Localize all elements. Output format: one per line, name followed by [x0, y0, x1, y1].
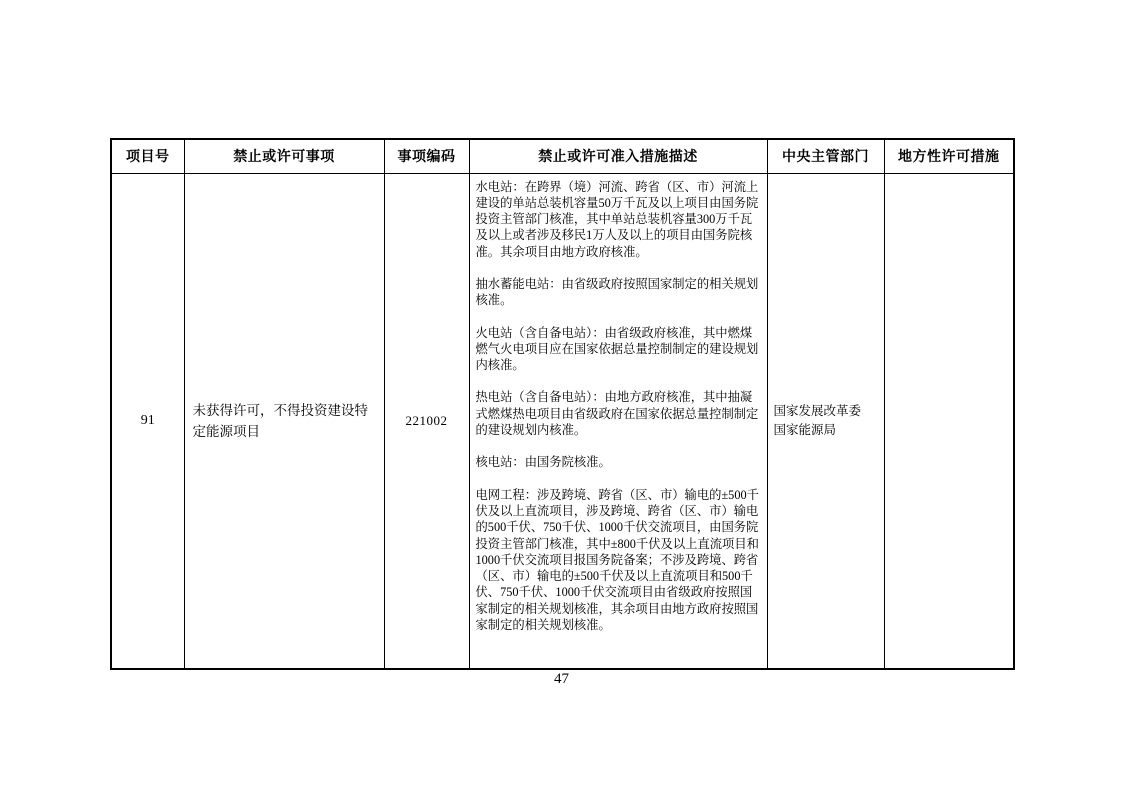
cell-matter: 未获得许可，不得投资建设特定能源项目 [184, 173, 384, 669]
measure-paragraph-thermal-power: 火电站（含自备电站）：由省级政府核准，其中燃煤燃气火电项目应在国家依据总量控制制定的建设规划内核准。 [475, 325, 759, 373]
measure-paragraph-hydropower: 水电站：在跨界（境）河流、跨省（区、市）河流上建设的单站总装机容量50万千瓦及以上项目由国务院投资主管部门核准，其中单站总装机容量300万千瓦及以上或者涉及移民1万人及以上的项目由国务院核准。其余项目由地方政府核准。 [475, 179, 759, 259]
measure-paragraph-grid-project: 电网工程：涉及跨境、跨省（区、市）输电的±500千伏及以上直流项目，涉及跨境、跨省（区、市）输电的500千伏、750千伏、1000千伏交流项目，由国务院投资主管部门核准，其中±800千伏及以上直流项目和1000千伏交流项目报国务院备案；不涉及跨境、跨省（区、市）输电的±500千伏及以上直流项目和500千伏、750千伏、1000千伏交流项目由省级政府按照国家制定的相关规划核准，其余项目由地方政府按照国家制定的相关规划核准。 [475, 487, 759, 633]
measure-paragraph-cogeneration: 热电站（含自备电站）：由地方政府核准，其中抽凝式燃煤热电项目由省级政府在国家依据总量控制制定的建设规划内核准。 [475, 390, 759, 438]
col-header-project-no: 项目号 [111, 139, 184, 173]
central-department-line-2: 国家能源局 [773, 422, 837, 437]
col-header-matter: 禁止或许可事项 [184, 139, 384, 173]
central-department-line-1: 国家发展改革委 [773, 403, 862, 418]
measure-paragraph-nuclear: 核电站：由国务院核准。 [475, 455, 611, 470]
col-header-central-department: 中央主管部门 [767, 139, 884, 173]
permit-table [110, 138, 1015, 670]
cell-local-measures [884, 173, 1014, 669]
cell-project-no: 91 [111, 173, 184, 669]
cell-code: 221002 [384, 173, 469, 669]
col-header-local-measures: 地方性许可措施 [884, 139, 1014, 173]
col-header-measure-description: 禁止或许可准入措施描述 [469, 139, 767, 173]
cell-central-department [767, 173, 884, 669]
measure-paragraph-pumped-storage: 抽水蓄能电站：由省级政府按照国家制定的相关规划核准。 [475, 276, 759, 308]
table-header-row [111, 139, 1014, 173]
page-number: 47 [554, 671, 569, 687]
table-row [111, 173, 1014, 669]
cell-measure-description [469, 173, 767, 669]
col-header-code: 事项编码 [384, 139, 469, 173]
